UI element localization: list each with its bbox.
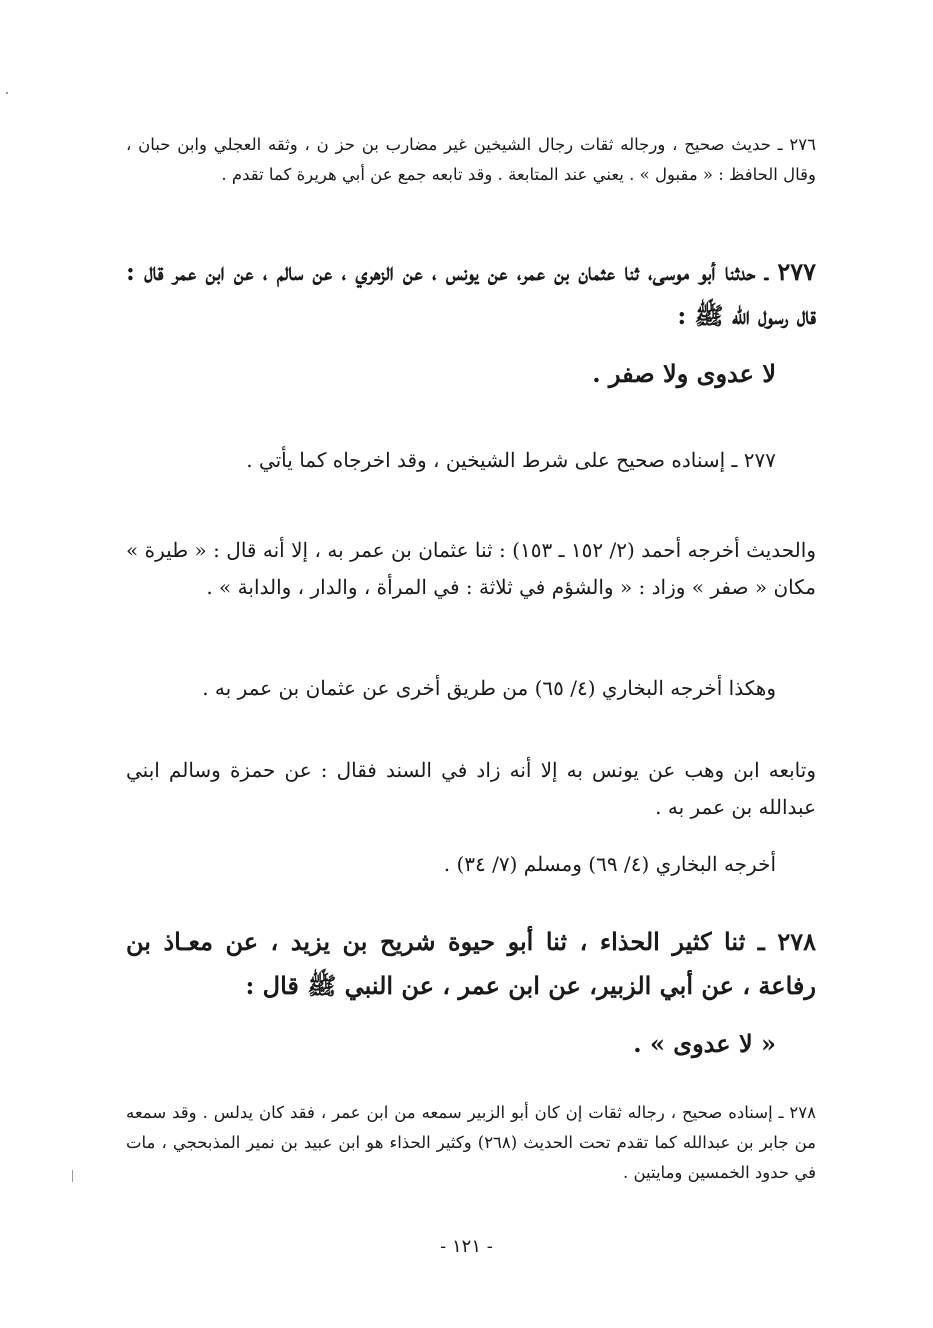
takhrij-bukhari-muslim: أخرجه البخاري (٤/ ٦٩) ومسلم (٧/ ٣٤) . bbox=[443, 852, 776, 876]
scan-speck bbox=[6, 92, 8, 94]
hadith-278-matn: « لا عدوى » . bbox=[633, 1029, 776, 1058]
scan-speck bbox=[72, 1170, 73, 1182]
footnote-276: ٢٧٦ ـ حديث صحيح ، ورجاله ثقات رجال الشيخين غير مضارب بن حز ن ، وثقه العجلي وابن حبان ، وقال الحافظ : « مقبول » . يعني عند المتابعة . وقد تابعه جمع عن أبي هريرة كما تقدم . bbox=[126, 135, 816, 184]
hadith-277-matn: لا عدوى ولا صفر . bbox=[592, 359, 776, 388]
isnad-note-277: ٢٧٧ ـ إسناده صحيح على شرط الشيخين ، وقد اخرجاه كما يأتي . bbox=[246, 448, 776, 472]
hadith-278-text: ٢٧٨ ـ ثنا كثير الحذاء ، ثنا أبو حيوة شريح بن يزيد ، عن معـاذ بن رفاعة ، عن أبي الزبير، عن ابن عمر ، عن النبي ﷺ قال : bbox=[126, 927, 816, 1000]
footnote-278: ٢٧٨ ـ إسناده صحيح ، رجاله ثقات إن كان أبو الزبير سمعه من ابن عمر ، فقد كان يدلس . وقد سمعه من جابر بن عبدالله كما تقدم تحت الحديث (٢٦٨) وكثير الحذاء هو ابن عبيد بن نمير المذبحجي ، مات في حدود الخمسين ومايتين . bbox=[126, 1103, 816, 1182]
takhrij-ahmad: والحديث أخرجه أحمد (٢/ ١٥٢ ـ ١٥٣) : ثنا عثمان بن عمر به ، إلا أنه قال : « طيرة » مكان « صفر » وزاد : « والشؤم في ثلاثة : في المرأة ، والدار ، والدابة » . bbox=[126, 538, 816, 599]
hadith-277-text: ٢٧٧ ـ حدثنا أبو موسى، ثنا عثمان بن عمر، عن يونس ، عن الزهري ، عن سالم ، عن ابن عمر قال : قال رسول الله ﷺ : bbox=[126, 257, 816, 330]
page-number: - ١٢١ - bbox=[440, 1236, 493, 1257]
takhrij-bukhari-first: وهكذا أخرجه البخاري (٤/ ٦٥) من طريق أخرى عن عثمان بن عمر به . bbox=[202, 676, 776, 700]
mutabaa-ibn-wahb: وتابعه ابن وهب عن يونس به إلا أنه زاد في السند فقال : عن حمزة وسالم ابني عبدالله بن عمر به . bbox=[126, 758, 816, 819]
